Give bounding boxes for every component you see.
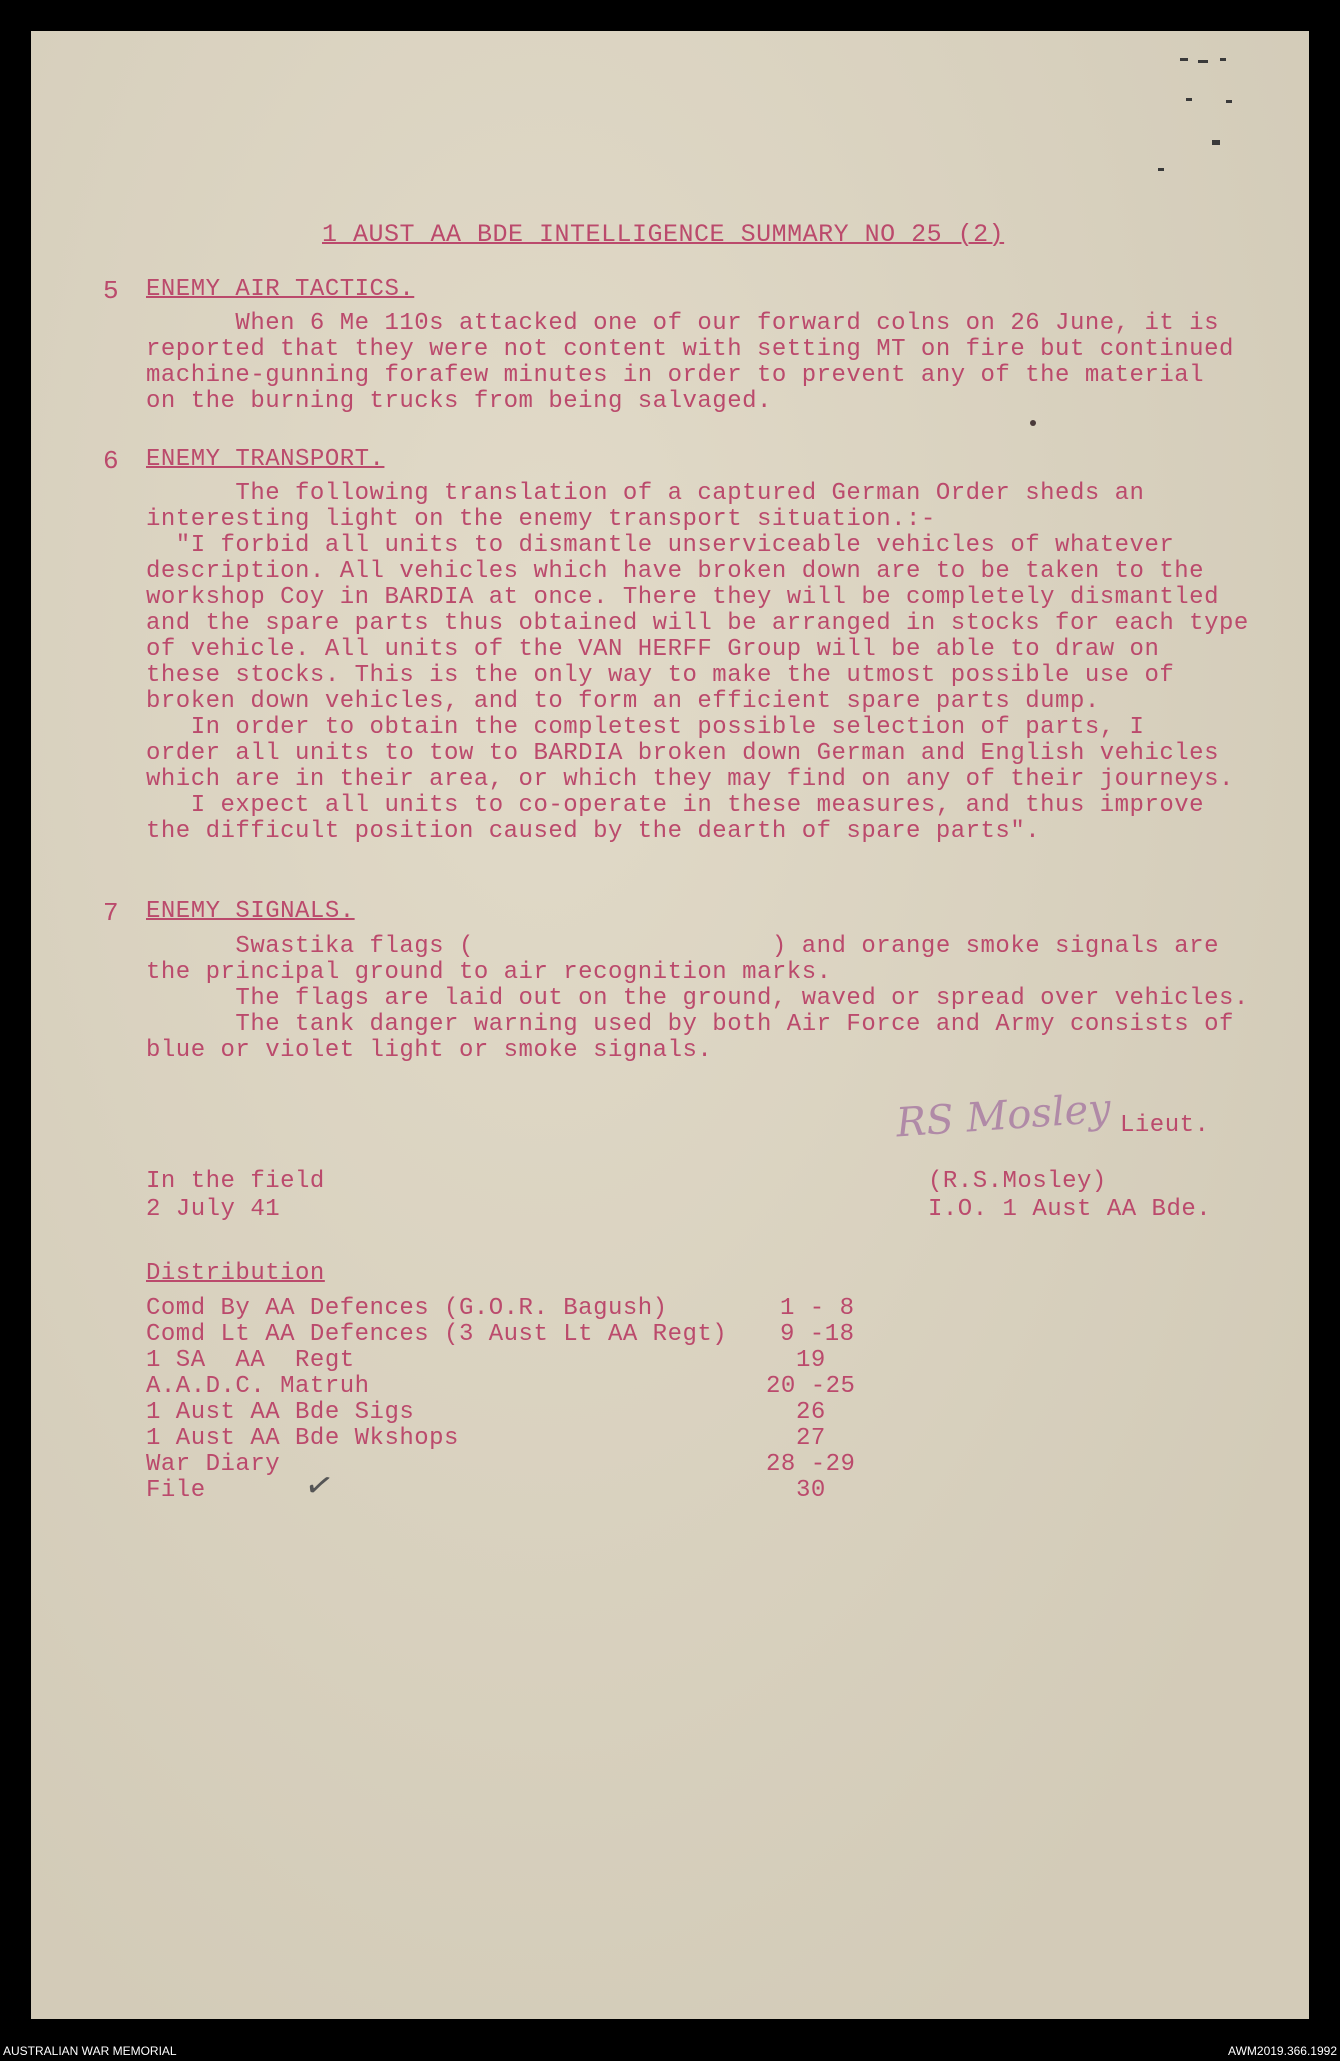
body-line: the principal ground to air recognition marks. [146, 959, 832, 986]
paper-mark [1212, 140, 1220, 145]
paper-mark [1198, 60, 1208, 63]
paper-mark [1180, 58, 1188, 61]
distribution-list [146, 1296, 866, 1504]
distribution-row [146, 1348, 866, 1374]
distribution-row [146, 1478, 866, 1504]
document-title: 1 AUST AA BDE INTELLIGENCE SUMMARY NO 25 (2) [322, 220, 1005, 249]
distribution-copies: 26 [796, 1399, 826, 1426]
body-line: the difficult position caused by the dearth of spare parts". [146, 818, 1041, 845]
distribution-recipient: Comd Lt AA Defences (3 Aust Lt AA Regt) [146, 1321, 728, 1348]
distribution-row [146, 1452, 866, 1478]
paper-mark [1220, 58, 1226, 61]
section-number: 7 [103, 898, 119, 928]
body-line: on the burning trucks from being salvaged. [146, 388, 772, 415]
body-line: I expect all units to co-operate in these measures, and thus improve [146, 792, 1205, 819]
distribution-recipient: File [146, 1477, 206, 1504]
distribution-copies: 20 -25 [766, 1373, 856, 1400]
section-body [146, 311, 1234, 415]
distribution-heading: Distribution [146, 1260, 325, 1287]
signature-position: I.O. 1 Aust AA Bde. [928, 1196, 1212, 1223]
distribution-recipient: Comd By AA Defences (G.O.R. Bagush) [146, 1295, 668, 1322]
body-line: machine-gunning forafew minutes in order to prevent any of the material [146, 362, 1205, 389]
body-line: The following translation of a captured German Order sheds an [146, 480, 1145, 507]
body-line: "I forbid all units to dismantle unserviceable vehicles of whatever [146, 532, 1175, 559]
body-line: of vehicle. All units of the VAN HERFF Group will be able to draw on [146, 636, 1160, 663]
body-line: which are in their area, or which they may find on any of their journeys. [146, 766, 1234, 793]
body-line: broken down vehicles, and to form an efficient spare parts dump. [146, 688, 1100, 715]
signature-name: (R.S.Mosley) [928, 1168, 1107, 1195]
section-number: 6 [103, 446, 119, 476]
body-line: The flags are laid out on the ground, waved or spread over vehicles. [146, 985, 1249, 1012]
distribution-copies: 1 - 8 [780, 1295, 855, 1322]
distribution-recipient: 1 Aust AA Bde Wkshops [146, 1425, 459, 1452]
body-line: order all units to tow to BARDIA broken down German and English vehicles [146, 740, 1219, 767]
distribution-recipient: A.A.D.C. Matruh [146, 1373, 370, 1400]
paper-mark [1186, 98, 1192, 101]
distribution-copies: 28 -29 [766, 1451, 856, 1478]
distribution-recipient: 1 Aust AA Bde Sigs [146, 1399, 415, 1426]
distribution-row [146, 1426, 866, 1452]
body-line: The tank danger warning used by both Air Force and Army consists of [146, 1011, 1234, 1038]
section-body [146, 934, 1249, 1064]
section-heading: ENEMY TRANSPORT. [146, 446, 385, 473]
paper-mark [1158, 168, 1164, 171]
signature-rank: Lieut. [1120, 1112, 1210, 1139]
place: In the field [146, 1168, 325, 1195]
checkmark-icon: ✓ [301, 1463, 338, 1509]
section-heading: ENEMY SIGNALS. [146, 898, 355, 925]
paper-mark [1226, 100, 1232, 103]
handwritten-signature: RS Mosley [894, 1085, 1113, 1147]
body-line: description. All vehicles which have broken down are to be taken to the [146, 558, 1205, 585]
footer-right: AWM2019.366.1992 [1228, 2044, 1337, 2058]
distribution-row [146, 1400, 866, 1426]
distribution-copies: 19 [796, 1347, 826, 1374]
distribution-copies: 9 -18 [780, 1321, 855, 1348]
body-line: blue or violet light or smoke signals. [146, 1037, 713, 1064]
body-line: these stocks. This is the only way to make the utmost possible use of [146, 662, 1175, 689]
distribution-copies: 27 [796, 1425, 826, 1452]
body-line: In order to obtain the completest possible selection of parts, I [146, 714, 1145, 741]
paper-dot [1030, 420, 1036, 426]
distribution-row [146, 1374, 866, 1400]
distribution-recipient: War Diary [146, 1451, 281, 1478]
distribution-row [146, 1296, 866, 1322]
date: 2 July 41 [146, 1196, 281, 1223]
body-line: and the spare parts thus obtained will be arranged in stocks for each type [146, 610, 1249, 637]
footer-left: AUSTRALIAN WAR MEMORIAL [3, 2044, 177, 2058]
body-line: Swastika flags ( ) and orange smoke signals are [146, 933, 1219, 960]
section-number: 5 [103, 276, 119, 306]
body-line: When 6 Me 110s attacked one of our forward colns on 26 June, it is [146, 310, 1219, 337]
distribution-row [146, 1322, 866, 1348]
body-line: workshop Coy in BARDIA at once. There they will be completely dismantled [146, 584, 1219, 611]
distribution-copies: 30 [796, 1477, 826, 1504]
distribution-recipient: 1 SA AA Regt [146, 1347, 355, 1374]
body-line: reported that they were not content with setting MT on fire but continued [146, 336, 1234, 363]
section-heading: ENEMY AIR TACTICS. [146, 276, 415, 303]
body-line: interesting light on the enemy transport situation.:- [146, 506, 936, 533]
section-body [146, 481, 1249, 845]
